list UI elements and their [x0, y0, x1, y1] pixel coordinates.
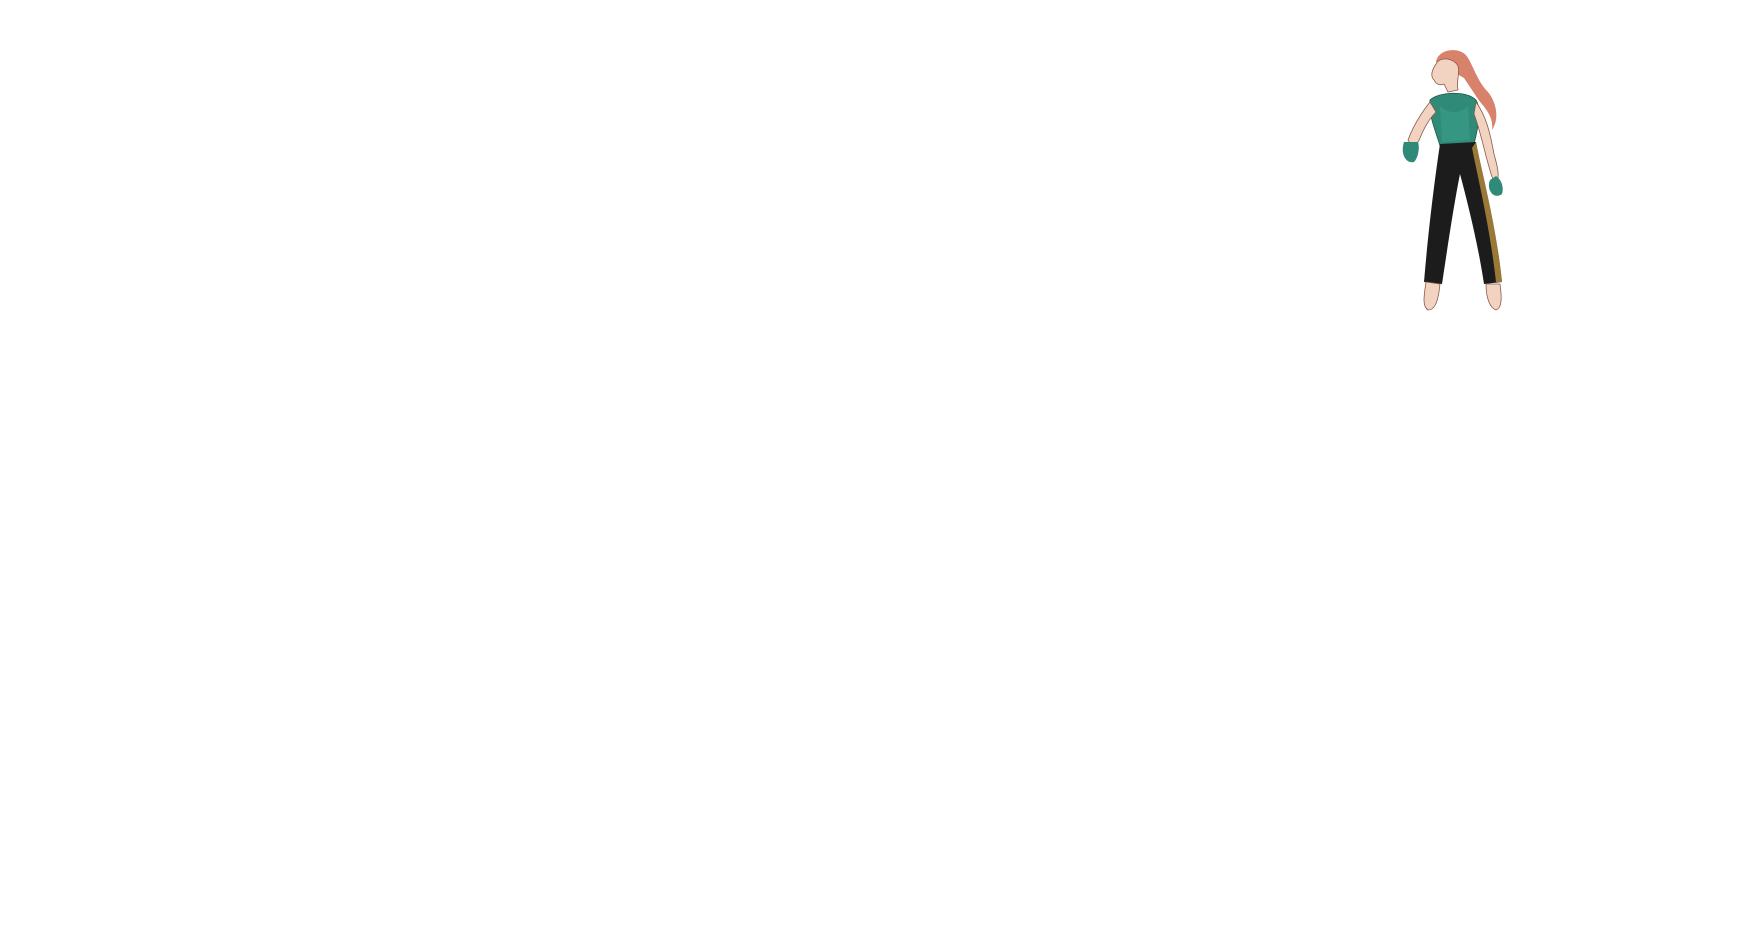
costume-sketch-figure [1378, 44, 1526, 324]
